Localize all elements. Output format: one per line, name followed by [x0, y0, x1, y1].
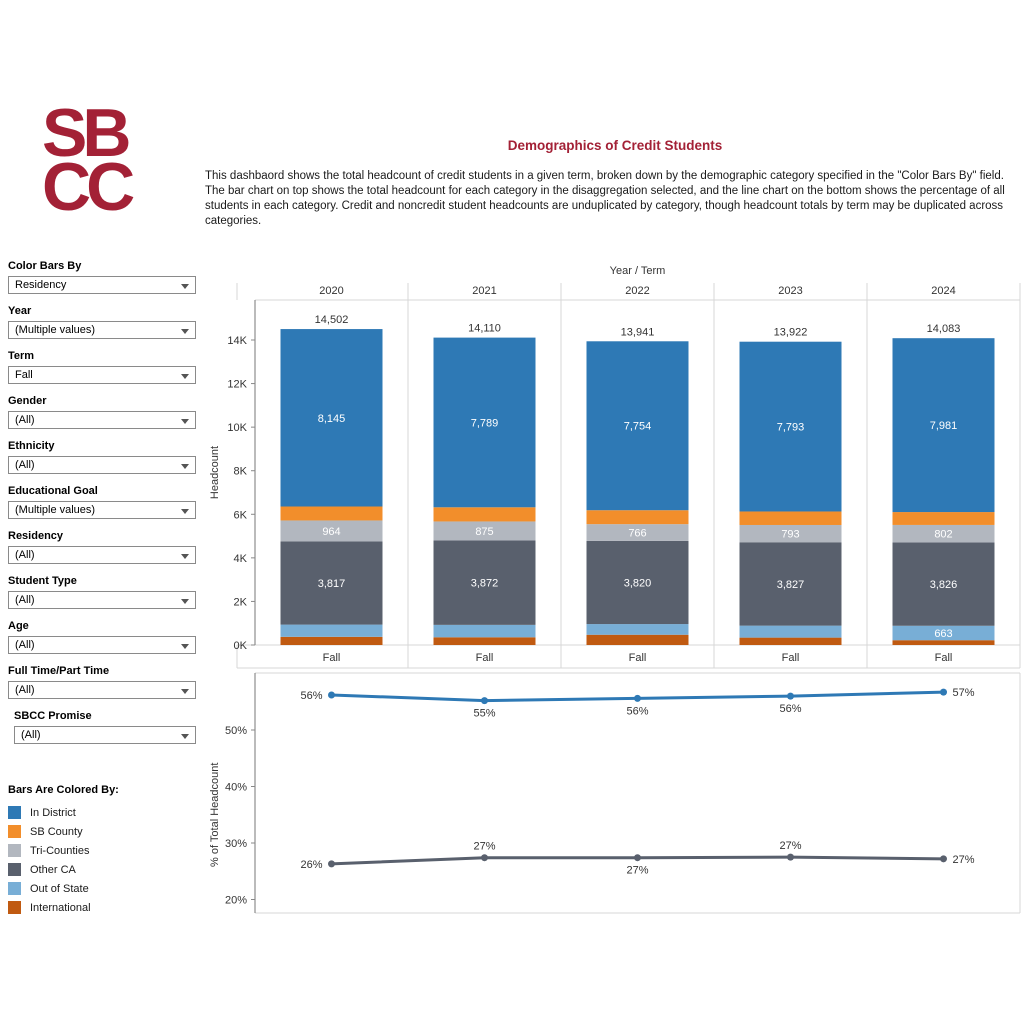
filter-value-term: Fall — [15, 369, 33, 381]
y-tick-label: 10K — [227, 422, 247, 435]
y-tick-label: 50% — [224, 725, 247, 737]
bar-segment-international-2023[interactable] — [740, 638, 842, 645]
filter-dropdown-sbcc-promise[interactable] — [14, 726, 196, 744]
y-tick-label: 0K — [233, 640, 247, 652]
bar-segment-international-2020[interactable] — [281, 637, 383, 645]
chevron-down-icon[interactable] — [181, 689, 189, 694]
bar-segment-label: 3,820 — [623, 577, 652, 590]
logo-line-1: SB — [42, 95, 127, 171]
filter-block-ethnicity — [8, 440, 196, 474]
sbcc-logo — [42, 95, 131, 225]
chevron-down-icon[interactable] — [181, 554, 189, 559]
legend-item-out-of-state[interactable] — [8, 879, 196, 898]
legend-label: In District — [30, 806, 76, 819]
filter-value-residency: (All) — [15, 549, 35, 561]
line-point-label: 27% — [779, 840, 802, 853]
bar-segment-label: 8,145 — [317, 412, 346, 425]
legend-item-tri-counties[interactable] — [8, 841, 196, 860]
filter-dropdown-full-time-part-time[interactable] — [8, 681, 196, 699]
line-point-label: 56% — [300, 689, 323, 702]
filter-block-educational-goal — [8, 485, 196, 519]
filter-value-student-type: (All) — [15, 594, 35, 606]
bar-total-label: 13,922 — [773, 326, 808, 339]
y-tick-label: 12K — [227, 378, 247, 391]
filter-dropdown-age[interactable] — [8, 636, 196, 654]
bar-total-label: 14,110 — [468, 322, 501, 335]
line-point-other-ca-2022[interactable] — [634, 854, 641, 861]
filter-block-residency — [8, 530, 196, 564]
filter-label-color-bars-by: Color Bars By — [8, 260, 82, 272]
legend-items — [8, 803, 196, 917]
line-point-other-ca-2023[interactable] — [787, 854, 794, 861]
chevron-down-icon[interactable] — [181, 419, 189, 424]
bar-segment-label: 3,817 — [317, 578, 346, 591]
year-label: 2021 — [472, 285, 497, 297]
line-point-label: 26% — [300, 858, 323, 871]
filter-dropdown-residency[interactable] — [8, 546, 196, 564]
headcount-bar-chart — [205, 258, 1030, 670]
legend-item-other-ca[interactable] — [8, 860, 196, 879]
y-tick-label: 40% — [224, 781, 247, 794]
bar-segment-out-of-state-2021[interactable] — [434, 625, 536, 637]
line-point-other-ca-2021[interactable] — [481, 854, 488, 861]
percentage-line-chart — [205, 668, 1030, 920]
legend-item-sb-county[interactable] — [8, 822, 196, 841]
bar-segment-label: 964 — [322, 525, 341, 538]
term-label: Fall — [628, 652, 647, 664]
y-tick-label: 20% — [224, 894, 247, 907]
line-point-label: 55% — [473, 707, 496, 720]
filter-label-educational-goal: Educational Goal — [8, 485, 98, 497]
line-point-in-district-2020[interactable] — [328, 691, 335, 698]
term-label: Fall — [781, 652, 800, 664]
filter-dropdown-educational-goal[interactable] — [8, 501, 196, 519]
filter-dropdown-color-bars-by[interactable] — [8, 276, 196, 294]
legend-label: Other CA — [30, 863, 76, 876]
logo-line-2: CC — [42, 149, 131, 225]
filter-dropdown-year[interactable] — [8, 321, 196, 339]
filter-block-age — [8, 620, 196, 654]
y-axis-title: % of Total Headcount — [209, 762, 221, 867]
bar-segment-label: 802 — [934, 528, 953, 541]
chevron-down-icon[interactable] — [181, 644, 189, 649]
filter-panel — [8, 260, 196, 755]
line-point-label: 27% — [473, 840, 496, 853]
filter-dropdown-term[interactable] — [8, 366, 196, 384]
chevron-down-icon[interactable] — [181, 599, 189, 604]
line-point-in-district-2022[interactable] — [634, 695, 641, 702]
chevron-down-icon[interactable] — [181, 464, 189, 469]
filter-label-full-time-part-time: Full Time/Part Time — [8, 665, 110, 677]
filter-label-age: Age — [8, 620, 29, 632]
term-label: Fall — [934, 652, 953, 664]
bar-segment-out-of-state-2022[interactable] — [587, 624, 689, 635]
bar-segment-out-of-state-2023[interactable] — [740, 626, 842, 638]
legend-swatch-icon — [8, 863, 21, 876]
line-point-label: 27% — [952, 853, 975, 866]
legend-swatch-icon — [8, 806, 21, 819]
bar-segment-label: 3,826 — [929, 579, 958, 592]
chevron-down-icon[interactable] — [181, 374, 189, 379]
legend-title: Bars Are Colored By: — [8, 784, 119, 796]
year-label: 2023 — [778, 285, 803, 297]
line-point-in-district-2021[interactable] — [481, 697, 488, 704]
chevron-down-icon[interactable] — [181, 284, 189, 289]
y-tick-label: 14K — [227, 335, 247, 347]
filter-value-sbcc-promise: (All) — [21, 729, 41, 741]
line-point-in-district-2023[interactable] — [787, 693, 794, 700]
legend-label: International — [30, 901, 91, 914]
bar-segment-out-of-state-2020[interactable] — [281, 625, 383, 637]
legend-label: Out of State — [30, 882, 89, 895]
filter-block-gender — [8, 395, 196, 429]
bar-segment-sb-county-2021[interactable] — [434, 507, 536, 521]
filter-value-gender: (All) — [15, 414, 35, 426]
filter-value-year: (Multiple values) — [15, 324, 96, 336]
bar-segment-sb-county-2023[interactable] — [740, 511, 842, 525]
bar-segment-international-2022[interactable] — [587, 635, 689, 645]
filter-dropdown-gender[interactable] — [8, 411, 196, 429]
bar-segment-label: 7,793 — [776, 421, 805, 434]
filter-value-age: (All) — [15, 639, 35, 651]
legend-swatch-icon — [8, 825, 21, 838]
filter-block-student-type — [8, 575, 196, 609]
filter-label-student-type: Student Type — [8, 575, 77, 587]
year-label: 2020 — [319, 285, 344, 297]
filter-label-sbcc-promise: SBCC Promise — [14, 710, 92, 722]
line-point-other-ca-2024[interactable] — [940, 855, 947, 862]
filter-value-full-time-part-time: (All) — [15, 684, 35, 696]
y-axis-title: Headcount — [209, 445, 221, 500]
y-tick-label: 8K — [233, 465, 247, 478]
filter-label-ethnicity: Ethnicity — [8, 440, 55, 452]
line-point-label: 27% — [626, 864, 649, 877]
year-label: 2022 — [625, 285, 650, 297]
filter-label-term: Term — [8, 350, 35, 362]
year-label: 2024 — [931, 285, 956, 297]
y-tick-label: 30% — [224, 838, 247, 850]
filter-value-ethnicity: (All) — [15, 459, 35, 471]
legend-item-international[interactable] — [8, 898, 196, 917]
x-axis-title: Year / Term — [609, 265, 666, 277]
filter-dropdown-ethnicity[interactable] — [8, 456, 196, 474]
term-label: Fall — [475, 652, 494, 664]
legend-swatch-icon — [8, 844, 21, 857]
filter-value-educational-goal: (Multiple values) — [15, 504, 96, 516]
filter-label-gender: Gender — [8, 395, 47, 407]
filter-dropdown-student-type[interactable] — [8, 591, 196, 609]
legend-swatch-icon — [8, 901, 21, 914]
term-label: Fall — [322, 652, 341, 664]
bar-segment-label: 875 — [475, 525, 494, 538]
bar-segment-sb-county-2022[interactable] — [587, 510, 689, 524]
legend-swatch-icon — [8, 882, 21, 895]
bar-segment-label: 663 — [934, 627, 953, 640]
filter-block-sbcc-promise — [14, 710, 196, 744]
bar-segment-international-2024[interactable] — [893, 640, 995, 645]
bar-segment-sb-county-2020[interactable] — [281, 507, 383, 521]
bar-total-label: 14,502 — [314, 314, 349, 327]
chevron-down-icon[interactable] — [181, 509, 189, 514]
filter-block-full-time-part-time — [8, 665, 196, 699]
line-point-in-district-2024[interactable] — [940, 689, 947, 696]
bar-segment-label: 7,789 — [470, 417, 499, 430]
legend-item-in-district[interactable] — [8, 803, 196, 822]
bar-total-label: 14,083 — [926, 323, 961, 336]
filter-block-year — [8, 305, 196, 339]
dashboard-description: This dashbaord shows the total headcount of credit students in a given term, broken down by the demographic category specified in the "Color Bars By" field. The bar chart on top shows the total headcount for each category in the disaggregation selected, and the line chart on the bottom shows the percentage of all students in each category. Credit and noncredit student headcounts are unduplicated by category, though headcount totals by term may be duplicated across categories. — [205, 170, 1005, 227]
color-legend — [8, 784, 196, 917]
bar-segment-label: 7,981 — [929, 420, 958, 433]
filter-block-term — [8, 350, 196, 384]
bar-total-label: 13,941 — [620, 326, 655, 339]
legend-label: Tri-Counties — [30, 844, 90, 857]
bar-segment-label: 793 — [781, 528, 800, 541]
filter-value-color-bars-by: Residency — [15, 279, 67, 291]
line-point-label: 56% — [779, 703, 802, 716]
bar-segment-sb-county-2024[interactable] — [893, 512, 995, 525]
legend-label: SB County — [30, 825, 83, 838]
chevron-down-icon[interactable] — [181, 734, 189, 739]
chevron-down-icon[interactable] — [181, 329, 189, 334]
filter-block-color-bars-by — [8, 260, 196, 294]
line-point-label: 57% — [952, 687, 975, 700]
bar-segment-label: 3,872 — [470, 577, 499, 590]
y-tick-label: 2K — [233, 596, 247, 609]
bar-segment-label: 7,754 — [623, 420, 652, 433]
bar-segment-label: 766 — [628, 527, 647, 540]
page-title: Demographics of Credit Students — [507, 138, 723, 153]
line-point-other-ca-2020[interactable] — [328, 860, 335, 867]
y-tick-label: 4K — [233, 552, 247, 565]
line-point-label: 56% — [626, 705, 649, 718]
y-tick-label: 6K — [233, 509, 247, 522]
filter-label-year: Year — [8, 305, 32, 317]
bar-segment-international-2021[interactable] — [434, 637, 536, 645]
filter-label-residency: Residency — [8, 530, 64, 542]
bar-segment-label: 3,827 — [776, 578, 805, 591]
